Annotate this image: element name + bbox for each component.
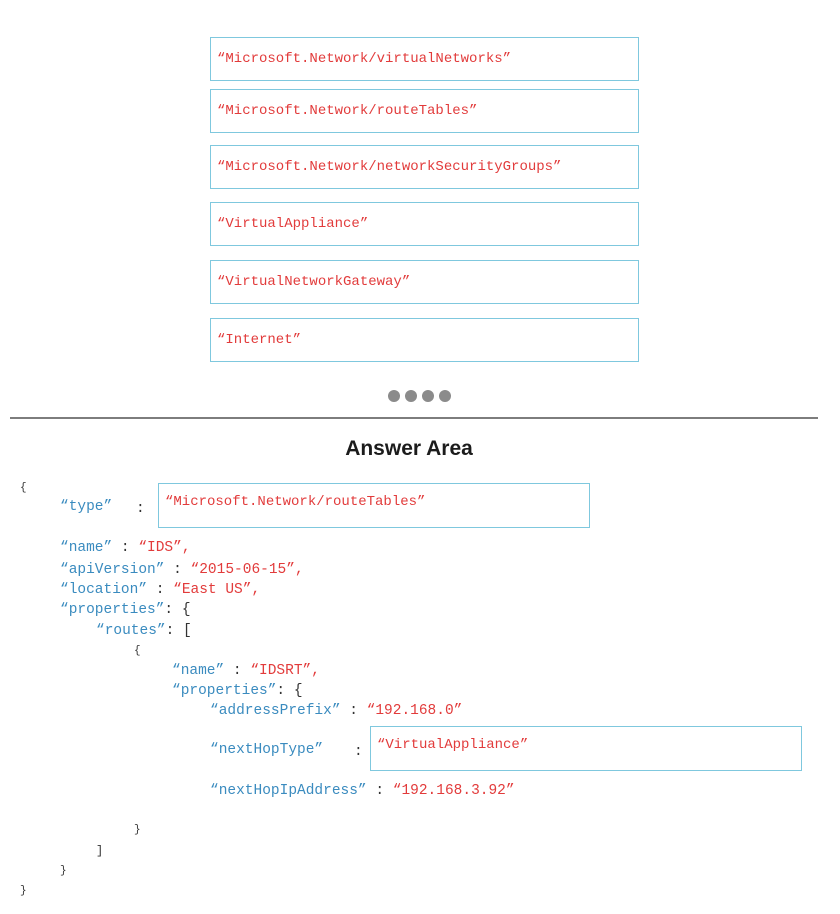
json-line-route-name: “name” : “IDSRT”, [172, 663, 320, 679]
json-key: “routes” [96, 623, 166, 639]
json-close-brace: } [20, 885, 27, 897]
pager-dots [388, 390, 451, 402]
section-divider [10, 417, 818, 419]
drop-slot-nexthoptype[interactable]: “VirtualAppliance” [370, 726, 802, 771]
option-virtual-networks[interactable]: “Microsoft.Network/virtualNetworks” [210, 37, 639, 81]
json-key: “properties” [60, 602, 165, 618]
pager-dot[interactable] [405, 390, 417, 402]
answer-area-title: Answer Area [345, 437, 473, 460]
json-colon: : [354, 744, 363, 760]
json-properties-close: } [60, 865, 67, 877]
pager-dot[interactable] [422, 390, 434, 402]
json-punct: : { [164, 602, 191, 618]
json-value: “2015-06-15”, [190, 562, 304, 578]
json-value: “East US”, [173, 582, 261, 598]
json-line-nexthopip: “nextHopIpAddress” : “192.168.3.92” [210, 783, 515, 799]
json-punct: : [ [165, 623, 192, 639]
json-routes-close: ] [96, 844, 104, 858]
drop-slot-type[interactable]: “Microsoft.Network/routeTables” [158, 483, 590, 528]
json-key: “apiVersion” [60, 562, 165, 578]
json-colon: : [136, 501, 145, 517]
json-line-address-prefix: “addressPrefix” : “192.168.0” [210, 703, 463, 719]
option-internet[interactable]: “Internet” [210, 318, 639, 362]
pager-dot[interactable] [439, 390, 451, 402]
json-key: “properties” [172, 683, 277, 699]
json-key: “location” [60, 582, 148, 598]
json-open-brace: { [20, 482, 27, 494]
json-line-route-properties [172, 684, 303, 699]
json-key: “addressPrefix” [210, 703, 341, 719]
json-nexthoptype-key: “nextHopType” [210, 742, 324, 758]
json-line-name: “name” : “IDS”, [60, 540, 191, 556]
json-key: “nextHopIpAddress” [210, 783, 367, 799]
json-value: “IDSRT”, [250, 663, 320, 679]
json-key: “name” [172, 663, 225, 679]
json-line-location: “location” : “East US”, [60, 582, 261, 598]
json-punct: : { [276, 683, 303, 699]
option-network-security-groups[interactable]: “Microsoft.Network/networkSecurityGroups” [210, 145, 639, 189]
json-value: “192.168.0” [366, 703, 463, 719]
json-line-api-version: “apiVersion” : “2015-06-15”, [60, 562, 304, 578]
json-type-key: “type” [60, 499, 113, 515]
option-virtual-network-gateway[interactable]: “VirtualNetworkGateway” [210, 260, 639, 304]
pager-dot[interactable] [388, 390, 400, 402]
option-virtual-appliance[interactable]: “VirtualAppliance” [210, 202, 639, 246]
json-route-open: { [134, 645, 141, 657]
json-value: “IDS”, [138, 540, 191, 556]
json-value: “192.168.3.92” [392, 783, 515, 799]
json-route-close: } [134, 824, 141, 836]
json-line-routes [96, 624, 192, 639]
json-line-properties [60, 603, 191, 618]
json-key: “name” [60, 540, 113, 556]
option-route-tables[interactable]: “Microsoft.Network/routeTables” [210, 89, 639, 133]
